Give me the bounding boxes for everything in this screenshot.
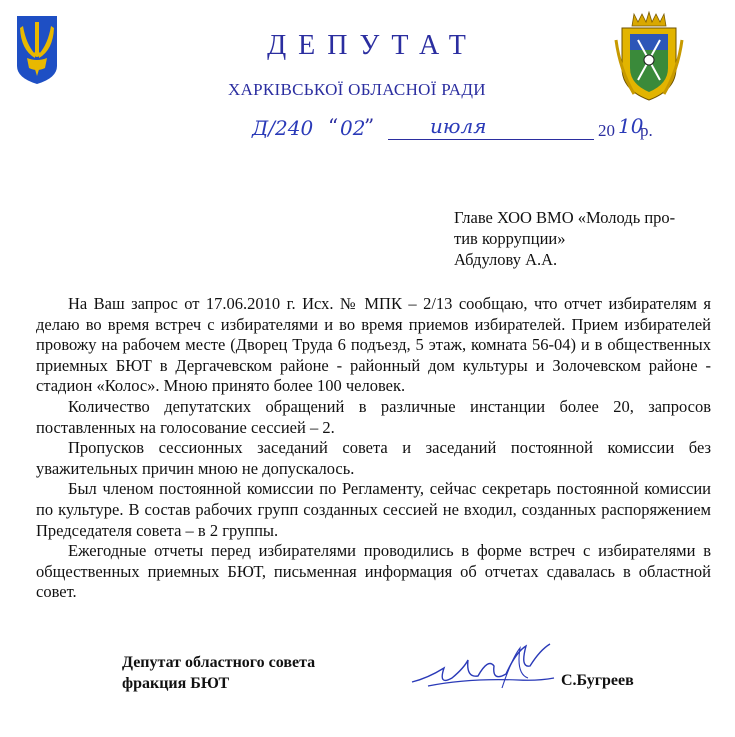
body-paragraph: Количество депутатских обращений в различные инстанции более 20, запросов поставленных на голосование сессией – 2.: [36, 396, 711, 437]
addressee-block: [454, 207, 724, 270]
body-paragraph: Был членом постоянной комиссии по Регламенту, сейчас секретарь постоянной комиссии по культуре. В состав рабочих групп созданных сессией не входил, созданных распоряжением Председателя совета – в 2 группы.: [36, 479, 711, 540]
ref-number: Д/240: [252, 116, 314, 140]
body-paragraph: Пропусков сессионных заседаний совета и заседаний постоянной комиссии без уважительных причин мною не допускалось.: [36, 438, 711, 478]
letterhead-title: ДЕПУТАТ: [267, 30, 478, 61]
date-day: 02: [340, 116, 366, 140]
handwritten-signature-icon: [408, 638, 558, 700]
signatory-position: [122, 652, 315, 694]
body-paragraph: На Ваш запрос от 17.06.2010 г. Исх. № МПК – 2/13 сообщаю, что отчет избирателям я делаю во время встреч с избирателями и во время приемов избирателей. Прием избирателей провожу на рабочем месте (Дворец Труда 6 подъезд, 5 этаж, комната 56-04) и в общественных приемных БЮТ в Дергачевском районе - районный дом культуры и Золочевском районе - стадион «Колос». Мною принято более 100 человек.: [36, 294, 711, 396]
date-month: июля: [430, 114, 487, 138]
letterhead-council: ХАРКІВСЬКОЇ ОБЛАСНОЇ РАДИ: [228, 80, 486, 99]
quote-open: “: [328, 114, 339, 138]
body-paragraph: Ежегодные отчеты перед избирателями проводились в форме встреч с избирателями в общественных приемных БЮТ, письменная информация об отчетах сдавалась в областной совет.: [36, 541, 711, 602]
position-line: Депутат областного совета: [122, 654, 316, 671]
month-blank: [388, 139, 594, 140]
quote-close: ”: [364, 114, 375, 138]
addressee-line: тив коррупции»: [454, 229, 566, 248]
addressee-line: Абдулову А.А.: [454, 250, 558, 269]
faction-line: фракция БЮТ: [122, 675, 230, 692]
year-unit: р.: [640, 121, 653, 140]
signatory-name: С.Бугреев: [561, 672, 634, 689]
year-suffix: 10: [618, 114, 644, 138]
year-prefix: 20: [598, 121, 615, 140]
reference-line: [240, 114, 660, 140]
letter-body: [36, 294, 711, 603]
addressee-line: Главе ХОО ВМО «Молодь про-: [454, 208, 676, 227]
